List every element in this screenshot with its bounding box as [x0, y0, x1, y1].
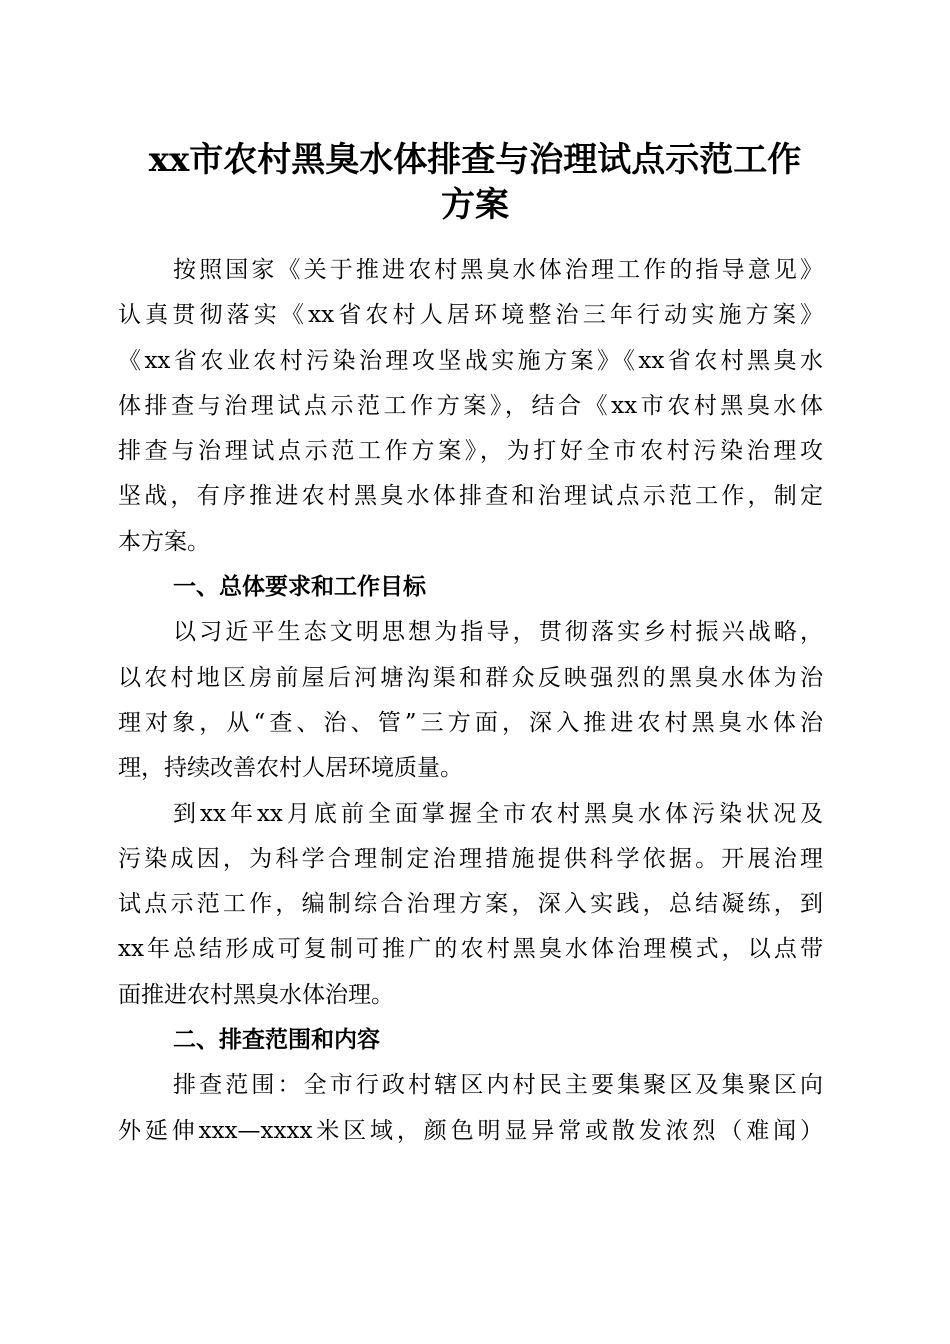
paragraph-line: 外延伸xxx—xxxx米区域，颜色明显异常或散发浓烈（难闻）	[118, 1117, 823, 1144]
paragraph-line: 试点示范工作，编制综合治理方案，深入实践，总结凝练，到	[118, 891, 823, 918]
paragraph-line: 认真贯彻落实《xx省农村人居环境整治三年行动实施方案》	[118, 302, 823, 329]
paragraph-line: 排查与治理试点示范工作方案》，为打好全市农村污染治理攻	[118, 438, 823, 465]
paragraph-line: 理对象，从“查、治、管”三方面，深入推进农村黑臭水体治	[118, 709, 823, 736]
paragraph-line: 坚战，有序推进农村黑臭水体排查和治理试点示范工作，制定	[118, 483, 823, 510]
document-title-line-1: xx市农村黑臭水体排查与治理试点示范工作	[148, 140, 802, 180]
paragraph-line: 面推进农村黑臭水体治理。	[118, 981, 394, 1008]
document-title-line-2: 方案	[441, 185, 509, 225]
paragraph-line: 按照国家《关于推进农村黑臭水体治理工作的指导意见》	[173, 257, 823, 283]
paragraph-line: xx年总结形成可复制可推广的农村黑臭水体治理模式，以点带	[118, 936, 823, 963]
paragraph-line: 到xx年xx月底前全面掌握全市农村黑臭水体污染状况及	[173, 800, 823, 827]
section-heading: 一、总体要求和工作目标	[173, 574, 426, 601]
paragraph-line: 体排查与治理试点示范工作方案》，结合《xx市农村黑臭水体	[118, 392, 823, 419]
paragraph-line: 《xx省农业农村污染治理攻坚战实施方案》《xx省农村黑臭水	[118, 347, 823, 374]
paragraph-line: 以农村地区房前屋后河塘沟渠和群众反映强烈的黑臭水体为治	[118, 664, 823, 691]
paragraph-line: 理，持续改善农村人居环境质量。	[118, 755, 463, 782]
paragraph-line: 污染成因，为科学合理制定治理措施提供科学依据。开展治理	[118, 845, 823, 872]
document-body	[118, 248, 823, 1154]
paragraph-line: 排查范围：全市行政村辖区内村民主要集聚区及集聚区向	[173, 1072, 823, 1099]
section-heading: 二、排查范围和内容	[173, 1027, 380, 1054]
paragraph-line: 本方案。	[118, 528, 210, 555]
paragraph-line: 以习近平生态文明思想为指导，贯彻落实乡村振兴战略，	[173, 619, 823, 646]
